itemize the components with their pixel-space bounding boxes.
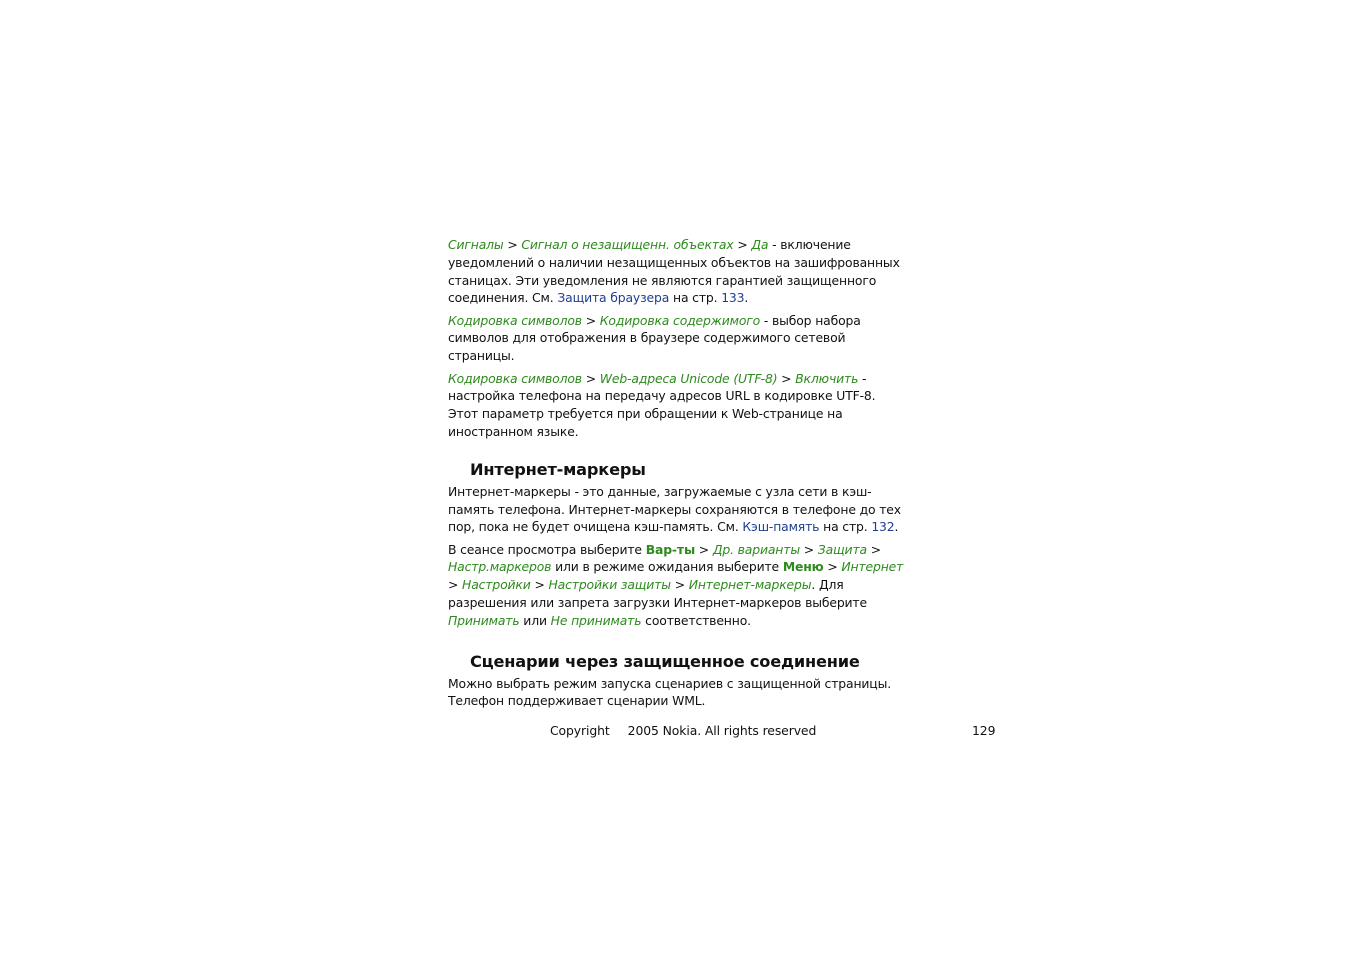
footer-copyright xyxy=(550,722,816,739)
paragraph-unicode-addresses xyxy=(448,370,908,441)
paragraph-content-encoding xyxy=(448,312,908,365)
menu-path-item: Настройки защиты xyxy=(548,577,671,593)
path-separator: > xyxy=(581,370,600,386)
path-separator: > xyxy=(695,541,713,557)
paragraph-cookies-settings xyxy=(448,541,908,630)
link-browser-security[interactable]: Защита браузера xyxy=(557,290,670,306)
paragraph-cookies-intro xyxy=(448,483,908,536)
menu-path-item: Кодировка символов xyxy=(448,370,582,386)
link-page-133[interactable]: 133 xyxy=(721,290,745,306)
menu-path-item: Да xyxy=(751,237,769,252)
menu-path-item: Не принимать xyxy=(550,612,642,628)
body-text: на стр. xyxy=(819,519,872,535)
section-heading-cookies: Интернет-маркеры xyxy=(470,459,646,479)
body-text: или в режиме ожидания выберите xyxy=(551,559,783,575)
section-heading-secure-scripts: Сценарии через защищенное соединение xyxy=(470,651,860,671)
menu-path-item: Включить xyxy=(795,370,859,386)
page-content xyxy=(448,236,908,715)
link-page-132[interactable]: 132 xyxy=(871,519,895,535)
menu-path-item: Интернет xyxy=(841,559,904,575)
path-separator: > xyxy=(448,577,463,593)
body-text: или xyxy=(519,612,551,628)
copyright-text: 2005 Nokia. All rights reserved xyxy=(627,723,817,738)
body-text: - выбор набора символов для отображения в браузере содержимого сетевой страницы. xyxy=(448,312,861,364)
body-text: - включение уведомлений о наличии незащищенных объектов на зашифрованных станицах. Эти уведомления не являются гарантией защищенного соединения. См. xyxy=(448,237,900,306)
path-separator: > xyxy=(823,559,842,575)
softkey-label: Меню xyxy=(782,559,824,575)
menu-path-item: Защита xyxy=(817,541,867,557)
paragraph-secure-scripts xyxy=(448,675,908,711)
body-text: Можно выбрать режим запуска сценариев с защищенной страницы. Телефон поддерживает сценарии WML. xyxy=(448,675,891,709)
copyright-label: Copyright xyxy=(550,723,610,738)
body-text: соответственно. xyxy=(641,612,751,628)
path-separator: > xyxy=(799,541,818,557)
body-text: на стр. xyxy=(669,290,722,306)
menu-path-item: Принимать xyxy=(448,612,520,628)
menu-path-item: Настр.маркеров xyxy=(448,559,552,575)
path-separator: > xyxy=(866,541,881,557)
body-text: - настройка телефона на передачу адресов URL в кодировке UTF-8. Этот параметр требуется при обращении к Web-странице на иностранном языке. xyxy=(448,370,876,439)
path-separator: > xyxy=(777,370,796,386)
menu-path-item: Web-адреса Unicode (UTF-8) xyxy=(599,370,778,386)
menu-path-item: Интернет-маркеры xyxy=(688,577,812,593)
path-separator: > xyxy=(530,577,549,593)
body-text: . xyxy=(894,519,899,535)
path-separator: > xyxy=(733,237,752,252)
menu-path-item: Настройки xyxy=(462,577,531,593)
softkey-label: Вар-ты xyxy=(645,541,696,557)
menu-path-item: Кодировка символов xyxy=(448,312,582,328)
link-cache-memory[interactable]: Кэш-память xyxy=(742,519,820,535)
menu-path-item: Кодировка содержимого xyxy=(599,312,761,328)
path-separator: > xyxy=(503,237,522,252)
body-text: . xyxy=(744,290,749,306)
menu-path-item: Сигналы xyxy=(448,237,504,252)
body-text: В сеансе просмотра выберите xyxy=(448,541,646,557)
path-separator: > xyxy=(670,577,689,593)
menu-path-item: Др. варианты xyxy=(712,541,800,557)
paragraph-unsecure-alerts xyxy=(448,236,908,307)
body-text: Интернет-маркеры - это данные, загружаемые с узла сети в кэш-память телефона. Интернет-маркеры сохраняются в телефоне до тех пор, пока не будет очищена кэш-память. См. xyxy=(448,483,901,535)
page-number: 129 xyxy=(972,723,996,738)
path-separator: > xyxy=(581,312,600,328)
menu-path-item: Сигнал о незащищенн. объектах xyxy=(521,237,734,252)
body-text: . Для разрешения или запрета загрузки Интернет-маркеров выберите xyxy=(448,577,867,611)
